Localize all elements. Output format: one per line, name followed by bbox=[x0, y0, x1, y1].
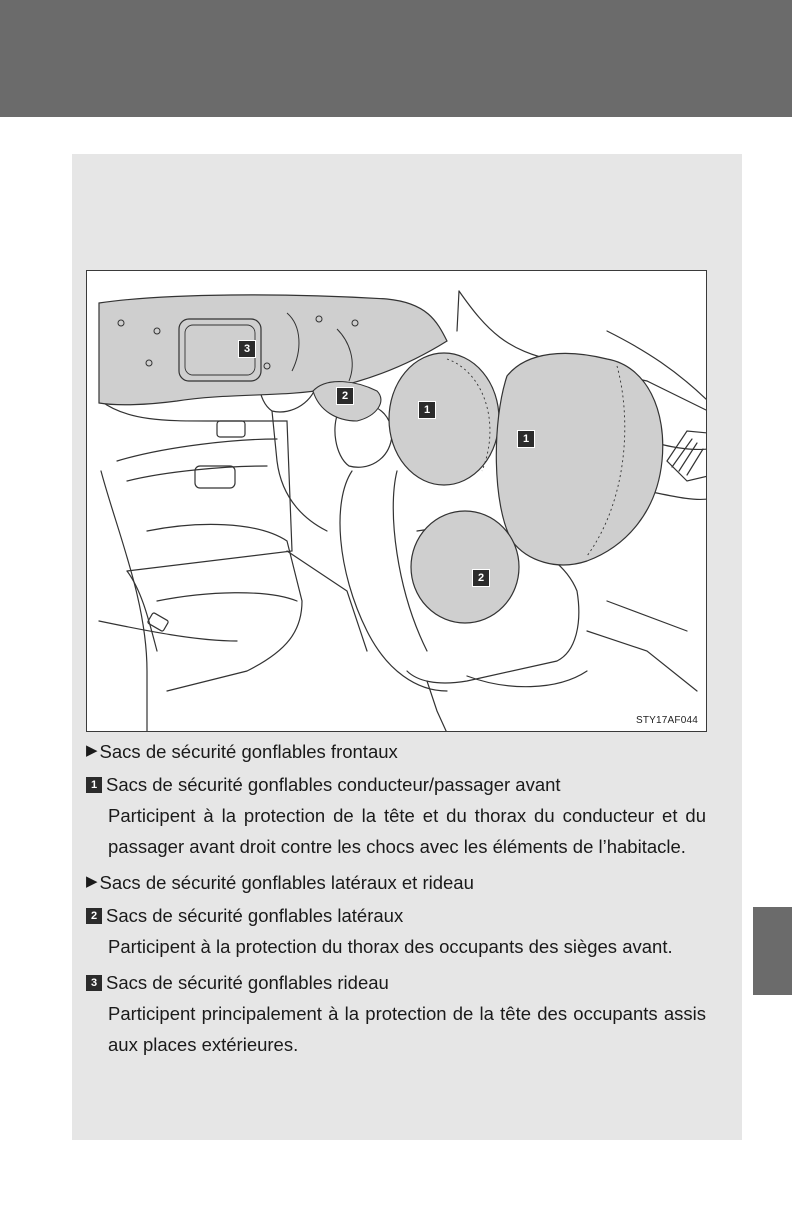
chapter-tab[interactable] bbox=[753, 907, 792, 995]
section-title-frontal: ▶ Sacs de sécurité gonflables frontaux bbox=[86, 741, 398, 762]
figure-code: STY17AF044 bbox=[635, 715, 698, 726]
side-airbag-shape bbox=[411, 511, 519, 623]
item-title-2: 2 Sacs de sécurité gonflables latéraux bbox=[86, 904, 706, 928]
legend-text bbox=[86, 740, 706, 1069]
callout-1-driver: 1 bbox=[418, 401, 436, 419]
callout-2-upper: 2 bbox=[336, 387, 354, 405]
item-desc-3: Participent principalement à la protection de la tête des occupants assis aux places extérieures. bbox=[108, 1003, 706, 1055]
item-title-3: 3 Sacs de sécurité gonflables rideau bbox=[86, 971, 706, 995]
triangle-right-icon: ▶ bbox=[86, 873, 98, 890]
item-desc-2: Participent à la protection du thorax des occupants des sièges avant. bbox=[108, 936, 673, 957]
callout-1-passenger: 1 bbox=[517, 430, 535, 448]
number-badge-2: 2 bbox=[86, 908, 102, 924]
header-bar bbox=[0, 0, 792, 117]
passenger-airbag-shape bbox=[496, 353, 662, 565]
number-badge-1: 1 bbox=[86, 777, 102, 793]
number-badge-3: 3 bbox=[86, 975, 102, 991]
item-title-1: 1 Sacs de sécurité gonflables conducteur/passager avant bbox=[86, 773, 706, 797]
callout-3: 3 bbox=[238, 340, 256, 358]
airbag-illustration bbox=[86, 270, 707, 732]
item-desc-1: Participent à la protection de la tête et du thorax du conducteur et du passager avant droit contre les chocs avec les éléments de l’habitacle. bbox=[108, 805, 706, 857]
section-title-side-curtain: ▶ Sacs de sécurité gonflables latéraux et rideau bbox=[86, 872, 474, 893]
driver-airbag-shape bbox=[389, 353, 499, 485]
callout-2-lower: 2 bbox=[472, 569, 490, 587]
car-interior-drawing bbox=[87, 271, 707, 732]
triangle-right-icon: ▶ bbox=[86, 742, 98, 759]
